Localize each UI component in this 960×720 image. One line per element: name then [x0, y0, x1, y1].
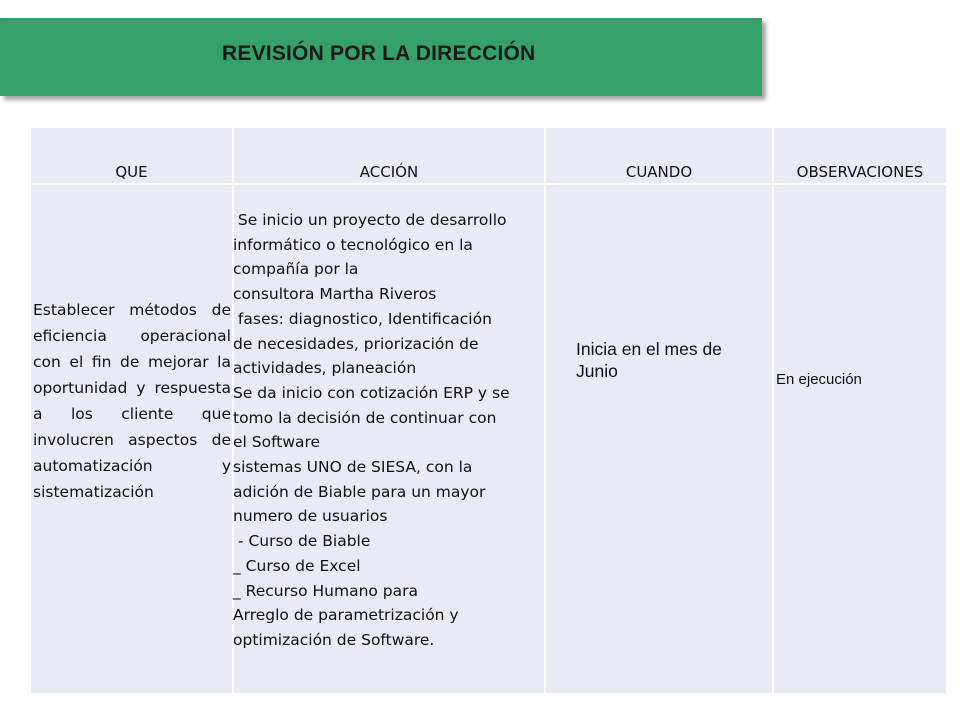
cell-observaciones: En ejecución [776, 371, 862, 388]
header-observaciones: OBSERVACIONES [796, 163, 924, 181]
accion-line: el Software [233, 433, 321, 452]
header-accion: ACCIÓN [359, 163, 419, 181]
accion-line: informático o tecnológico en la [233, 235, 473, 254]
header-row-divider [31, 183, 946, 185]
accion-line: consultora Martha Riveros [233, 285, 437, 304]
cell-que: Establecer métodos de eficiencia operacional con el fin de mejorar la oportunidad y respuesta a los cliente que involucren aspectos de automatización y sistematización [33, 301, 231, 501]
accion-line: - Curso de Biable [233, 532, 371, 551]
review-table [31, 128, 946, 693]
cell-cuando: Inicia en el mes de Junio [576, 339, 722, 381]
accion-line: Se inicio un proyecto de desarrollo [233, 211, 507, 229]
accion-line: Se da inicio con cotización ERP y se [233, 383, 510, 402]
accion-line: tomo la decisión de continuar con [233, 408, 497, 427]
accion-line: actividades, planeación [233, 359, 417, 378]
column-divider-3 [772, 128, 774, 693]
accion-line: fases: diagnostico, Identificación [233, 309, 492, 328]
accion-line: compañía por la [233, 260, 359, 279]
accion-line: numero de usuarios [233, 507, 388, 526]
accion-line: optimización de Software. [233, 630, 435, 649]
accion-line: _ Recurso Humano para [233, 581, 419, 600]
accion-line: sistemas UNO de SIESA, con la [233, 458, 473, 477]
accion-line: de necesidades, priorización de [233, 334, 479, 353]
column-divider-2 [544, 128, 546, 693]
accion-line: _ Curso de Excel [233, 556, 361, 575]
accion-line: Arreglo de parametrización y [233, 606, 459, 625]
cell-accion [233, 208, 543, 653]
header-cuando: CUANDO [625, 163, 693, 181]
page-title: REVISIÓN POR LA DIRECCIÓN [222, 42, 536, 65]
header-que: QUE [115, 163, 148, 181]
accion-line: adición de Biable para un mayor [233, 482, 486, 501]
